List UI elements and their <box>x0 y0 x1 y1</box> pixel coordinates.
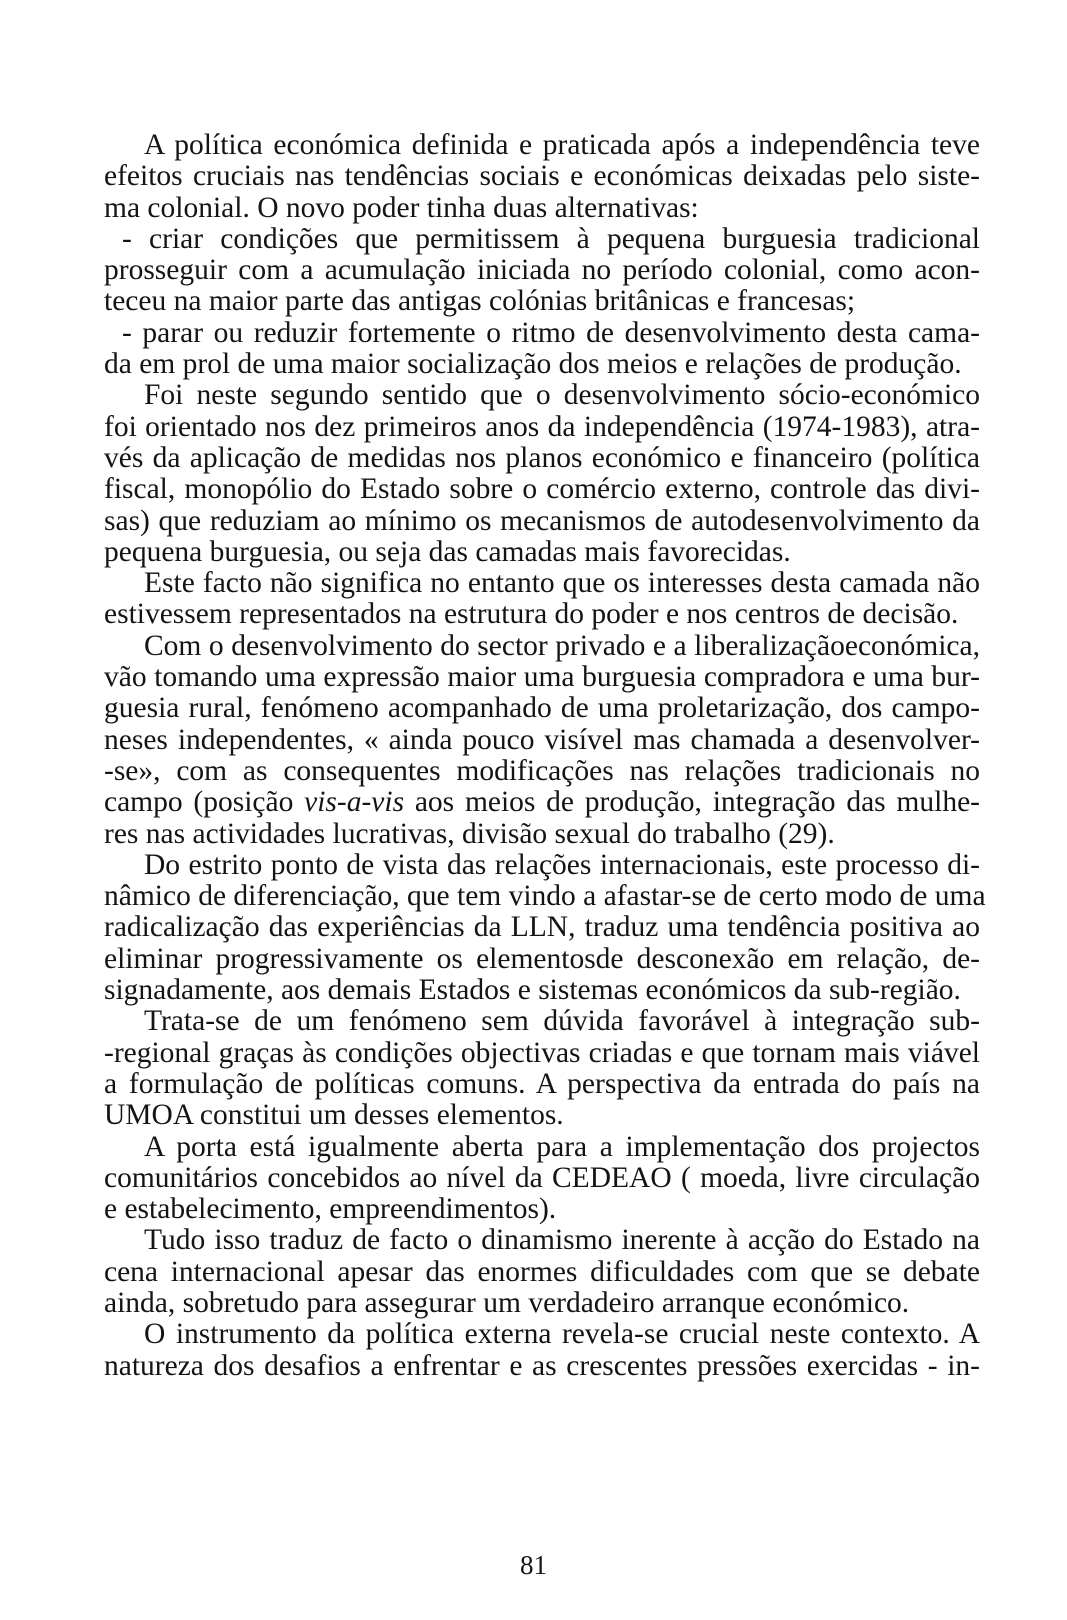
text-line: guesia rural, fenómeno acompanhado de uma proletarização, dos campo- <box>104 692 980 725</box>
text-line: campo (posição vis-a-vis aos meios de produção, integração das mulhe- <box>104 786 980 819</box>
text-line: Com o desenvolvimento do sector privado e a liberalizaçãoeconómica, <box>144 629 980 662</box>
text-line: nâmico de diferenciação, que tem vindo a afastar-se de certo modo de uma <box>104 880 986 913</box>
text-line: A política económica definida e praticada após a independência teve <box>144 129 980 161</box>
text-line: sas) que reduziam ao mínimo os mecanismos de autodesenvolvimento da <box>104 504 980 537</box>
text-line: Do estrito ponto de vista das relações internacionais, este processo di- <box>144 848 980 881</box>
text-line: a formulação de políticas comuns. A perspectiva da entrada do país na <box>104 1067 980 1100</box>
text-line: res nas actividades lucrativas, divisão sexual do trabalho (29). <box>104 817 835 850</box>
text-line: Trata-se de um fenómeno sem dúvida favorável à integração sub- <box>144 1005 980 1038</box>
text-line: Tudo isso traduz de facto o dinamismo inerente à acção do Estado na <box>144 1224 980 1257</box>
page-number: 81 <box>520 1550 547 1580</box>
text-line: e estabelecimento, empreendimentos). <box>104 1193 557 1226</box>
text-line: vão tomando uma expressão maior uma burguesia compradora e uma bur- <box>104 661 980 694</box>
text-line: foi orientado nos dez primeiros anos da independência (1974-1983), atra- <box>104 410 980 443</box>
italic-term: vis-a-vis <box>304 786 405 819</box>
text-line: - parar ou reduzir fortemente o ritmo de desenvolvimento desta cama- <box>122 316 980 349</box>
text-line: A porta está igualmente aberta para a implementação dos projectos <box>144 1130 980 1163</box>
text-line: eliminar progressivamente os elementosde desconexão em relação, de- <box>104 942 980 975</box>
text-line: O instrumento da política externa revela-se crucial neste contexto. A <box>144 1318 980 1351</box>
text-line: prosseguir com a acumulação iniciada no período colonial, como acon- <box>104 254 980 287</box>
page-body <box>104 129 986 1382</box>
text-line: UMOA constitui um desses elementos. <box>104 1099 564 1132</box>
text-line: fiscal, monopólio do Estado sobre o comércio externo, controle das divi- <box>104 473 980 506</box>
text-line: da em prol de uma maior socialização dos meios e relações de produção. <box>104 348 962 381</box>
text-line: vés da aplicação de medidas nos planos económico e financeiro (política <box>104 441 980 474</box>
text-line: Foi neste segundo sentido que o desenvolvimento sócio-económico <box>144 379 980 412</box>
text-line: ainda, sobretudo para assegurar um verdadeiro arranque económico. <box>104 1286 910 1319</box>
text-line: ma colonial. O novo poder tinha duas alternativas: <box>104 191 699 224</box>
text-line: - criar condições que permitissem à pequena burguesia tradicional <box>122 222 980 255</box>
text-line: signadamente, aos demais Estados e sistemas económicos da sub-região. <box>104 974 961 1007</box>
text-line: neses independentes, « ainda pouco visível mas chamada a desenvolver- <box>104 723 980 756</box>
text-line: radicalização das experiências da LLN, traduz uma tendência positiva ao <box>104 911 980 944</box>
text-line: efeitos cruciais nas tendências sociais e económicas deixadas pelo siste- <box>104 160 980 193</box>
text-line: Este facto não significa no entanto que os interesses desta camada não <box>144 567 980 600</box>
text-line: comunitários concebidos ao nível da CEDEAO ( moeda, livre circulação <box>104 1161 980 1194</box>
text-line: estivessem representados na estrutura do poder e nos centros de decisão. <box>104 598 959 631</box>
text-line: -regional graças às condições objectivas criadas e que tornam mais viável <box>104 1036 980 1069</box>
text-line: pequena burguesia, ou seja das camadas mais favorecidas. <box>104 535 791 568</box>
text-line: natureza dos desafios a enfrentar e as crescentes pressões exercidas - in- <box>104 1349 980 1382</box>
text-line: teceu na maior parte das antigas colónias britânicas e francesas; <box>104 285 856 318</box>
text-line: cena internacional apesar das enormes dificuldades com que se debate <box>104 1255 980 1288</box>
text-line: -se», com as consequentes modificações nas relações tradicionais no <box>104 754 980 787</box>
